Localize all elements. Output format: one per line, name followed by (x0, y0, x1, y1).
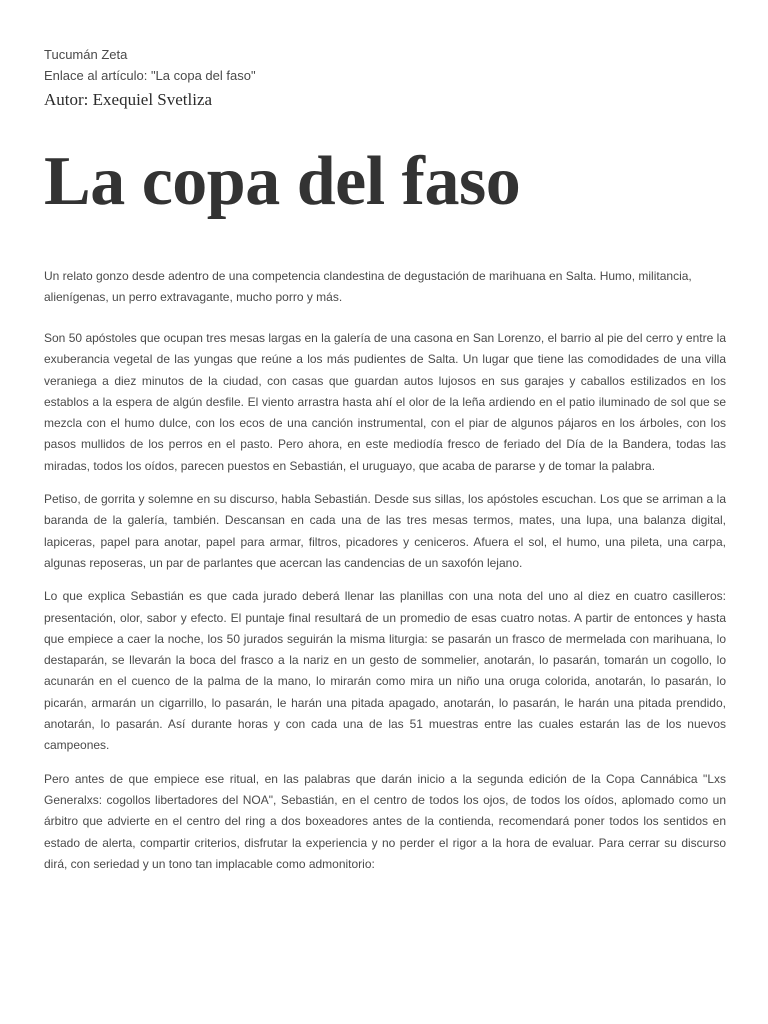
body-paragraph: Son 50 apóstoles que ocupan tres mesas largas en la galería de una casona en San Lorenzo, el barrio al pie del cerro y entre la exuberancia vegetal de las yungas que reúne a los más pudientes de Salta. Un lugar que tiene las comodidades de una villa veraniega a diez minutos de la ciudad, con casas que guardan autos lujosos en sus garajes y caballos estilizados en los establos a la espera de algún desfile. El viento arrastra hasta ahí el olor de la leña ardiendo en el patio iluminado de sol que se mezcla con el humo dulce, con los ecos de una canción instrumental, con el piar de algunos pájaros en los árboles, con los pasos mullidos de los perros en el pasto. Pero ahora, en este mediodía fresco de feriado del Día de la Bandera, todas las miradas, todos los oídos, parecen puestos en Sebastián, el uruguayo, que acaba de pararse y de tomar la palabra. (44, 331, 726, 473)
source-name: Tucumán Zeta (44, 47, 128, 62)
article-link[interactable]: Enlace al artículo: "La copa del faso" (44, 68, 256, 83)
body-paragraph: Lo que explica Sebastián es que cada jurado deberá llenar las planillas con una nota del uno al diez en cuatro casilleros: presentación, olor, sabor y efecto. El puntaje final resultará de un promedio de esas cuatro notas. A partir de entonces y hasta que empiece a caer la noche, los 50 jurados seguirán la misma liturgia: se pasarán un frasco de mermelada con marihuana, lo destaparán, se llevarán la boca del frasco a la nariz en un gesto de sommelier, anotarán, lo pasarán, tomarán un cogollo, lo acunarán en el cuenco de la palma de la mano, lo mirarán como mira un niño una oruga colorida, anotarán, lo pasarán, lo picarán, armarán un cigarrillo, lo pasarán, le harán una pitada apagado, anotarán, lo pasarán, le harán una pitada prendido, anotarán, lo pasarán. Así durante horas y con cada una de las 51 muestras entre las cuales estarán las de los nuevos campeones. (44, 589, 726, 753)
body-paragraph: Pero antes de que empiece ese ritual, en las palabras que darán inicio a la segunda edición de la Copa Cannábica "Lxs Generalxs: cogollos libertadores del NOA", Sebastián, en el centro de todos los ojos, de todos los oídos, aplomado como un árbitro que advierte en el centro del ring a dos boxeadores antes de la contienda, recomendará poner todos los sentidos en estado de alerta, compartir criterios, disfrutar la experiencia y no perder el rigor a la hora de evaluar. Para cerrar su discurso dirá, con seriedad y un tono tan implacable como admonitorio: (44, 771, 726, 871)
article-lead: Un relato gonzo desde adentro de una competencia clandestina de degustación de marihuana en Salta. Humo, militancia, alienígenas, un perro extravagante, mucho porro y más. (44, 269, 692, 304)
article-page (44, 44, 726, 875)
body-paragraph: Petiso, de gorrita y solemne en su discurso, habla Sebastián. Desde sus sillas, los apóstoles escuchan. Los que se arriman a la baranda de la galería, también. Descansan en cada una de las tres mesas termos, mates, una lupa, una balanza digital, lapiceras, papel para anotar, papel para armar, filtros, picadores y ceniceros. Afuera el sol, el humo, una pileta, una carpa, algunas reposeras, un par de parlantes que acercan las candencias de un saxofón lejano. (44, 492, 726, 570)
article-title: La copa del faso (44, 143, 521, 220)
author-byline: Autor: Exequiel Svetliza (44, 90, 213, 109)
